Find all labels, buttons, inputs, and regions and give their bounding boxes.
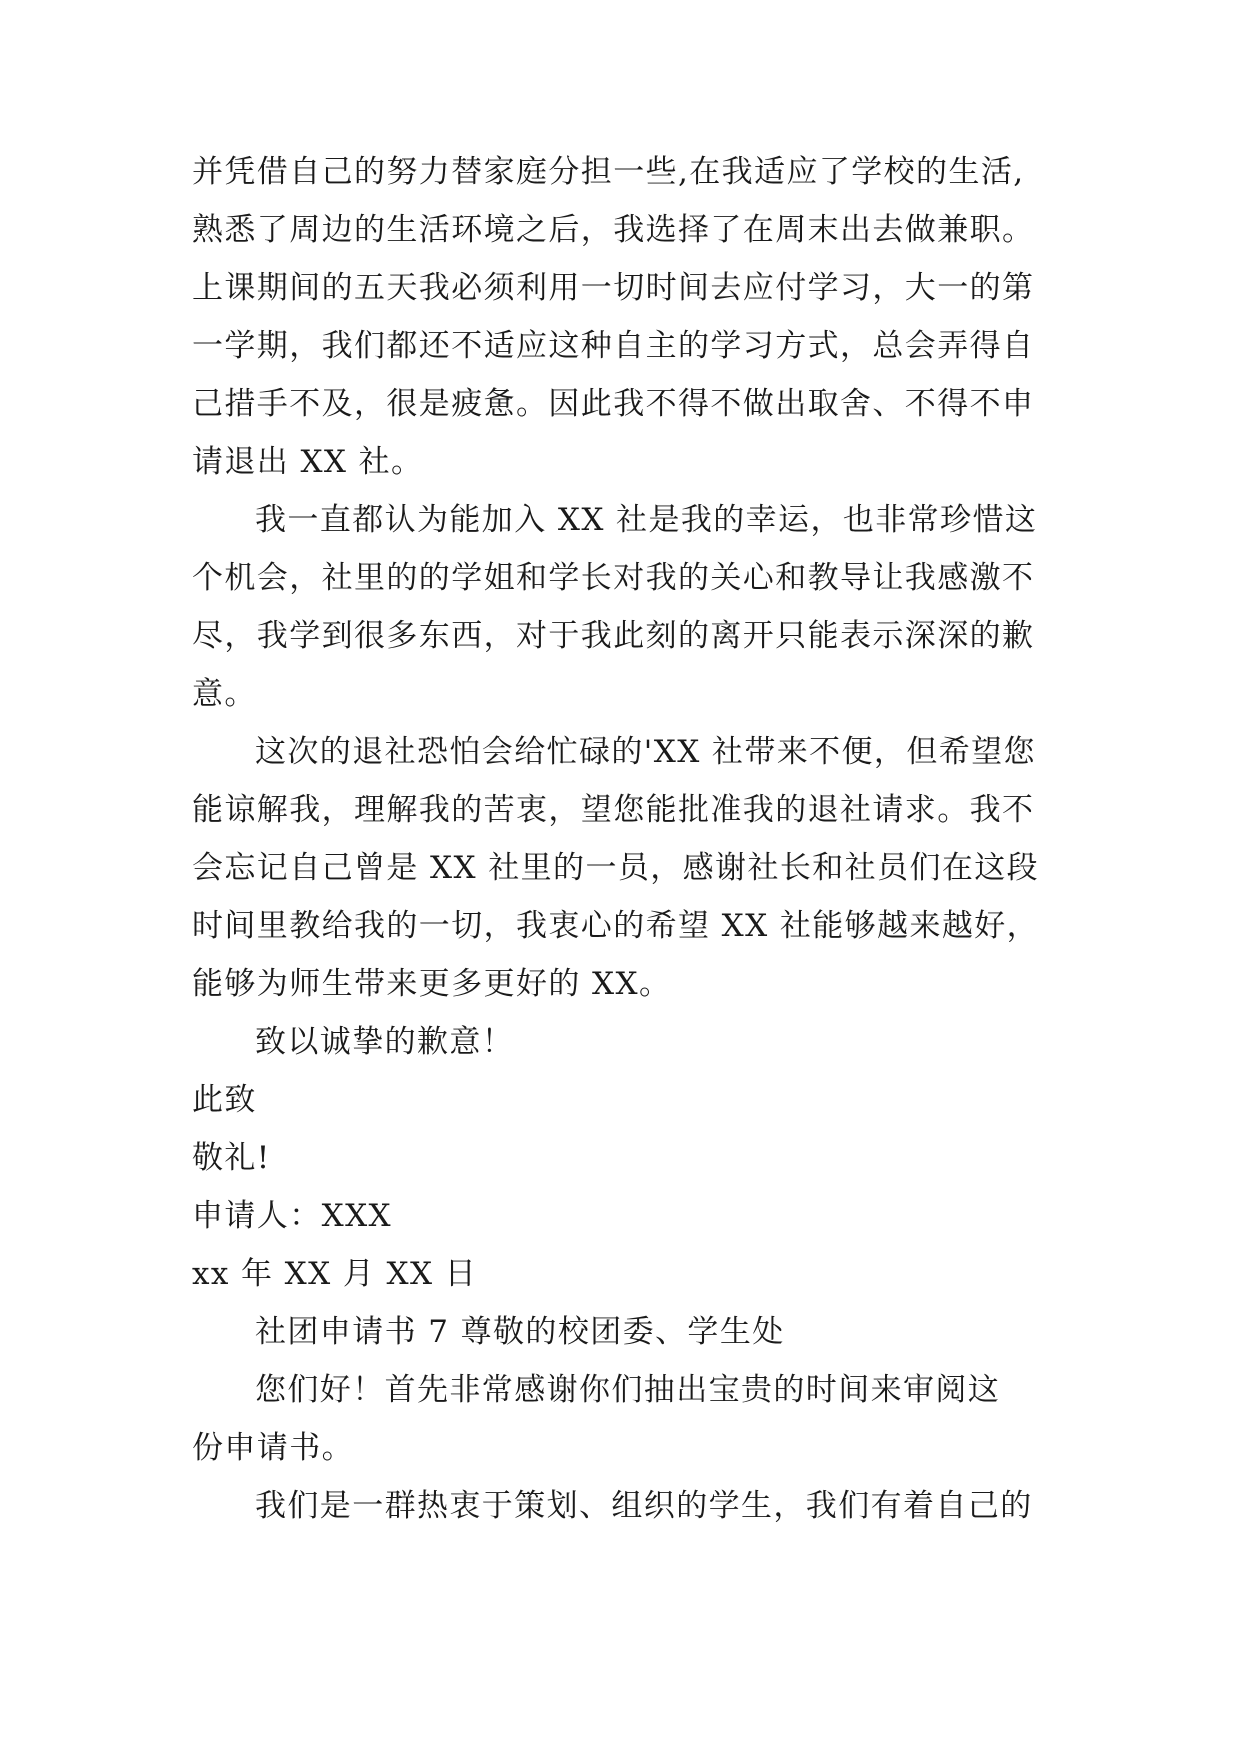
salutation-line: 此致 — [192, 1082, 257, 1118]
section-heading-line: 社团申请书 7 尊敬的校团委、学生处 — [255, 1314, 785, 1350]
salutation-line: 敬礼! — [192, 1140, 271, 1176]
body-line: 尽，我学到很多东西，对于我此刻的离开只能表示深深的歉 — [192, 618, 1035, 654]
body-line: 上课期间的五天我必须利用一切时间去应付学习，大一的第 — [192, 270, 1035, 306]
body-line: 请退出 XX 社。 — [192, 444, 424, 480]
body-line: 份申请书。 — [192, 1430, 354, 1466]
date-line: xx 年 XX 月 XX 日 — [192, 1256, 478, 1292]
body-line: 能够为师生带来更多更好的 XX。 — [192, 966, 672, 1002]
paragraph-start-line: 您们好！首先非常感谢你们抽出宝贵的时间来审阅这 — [255, 1372, 1001, 1408]
body-line: 个机会，社里的的学姐和学长对我的关心和教导让我感激不 — [192, 560, 1035, 596]
closing-line: 致以诚挚的歉意！ — [255, 1024, 515, 1060]
body-line: 能谅解我，理解我的苦衷，望您能批准我的退社请求。我不 — [192, 792, 1035, 828]
body-line: 己措手不及，很是疲惫。因此我不得不做出取舍、不得不申 — [192, 386, 1035, 422]
applicant-line: 申请人：XXX — [192, 1198, 393, 1234]
paragraph-start-line: 我们是一群热衷于策划、组织的学生，我们有着自己的 — [255, 1488, 1033, 1524]
body-line: 并凭借自己的努力替家庭分担一些,在我适应了学校的生活, — [192, 154, 1025, 190]
body-line: 时间里教给我的一切，我衷心的希望 XX 社能够越来越好， — [192, 908, 1040, 944]
body-line: 一学期，我们都还不适应这种自主的学习方式，总会弄得自 — [192, 328, 1035, 364]
paragraph-start-line: 我一直都认为能加入 XX 社是我的幸运，也非常珍惜这 — [255, 502, 1038, 538]
body-line: 会忘记自己曾是 XX 社里的一员，感谢社长和社员们在这段 — [192, 850, 1040, 886]
paragraph-start-line: 这次的退社恐怕会给忙碌的'XX 社带来不便，但希望您 — [255, 734, 1036, 770]
body-line: 意。 — [192, 676, 257, 712]
body-line: 熟悉了周边的生活环境之后，我选择了在周末出去做兼职。 — [192, 212, 1035, 248]
